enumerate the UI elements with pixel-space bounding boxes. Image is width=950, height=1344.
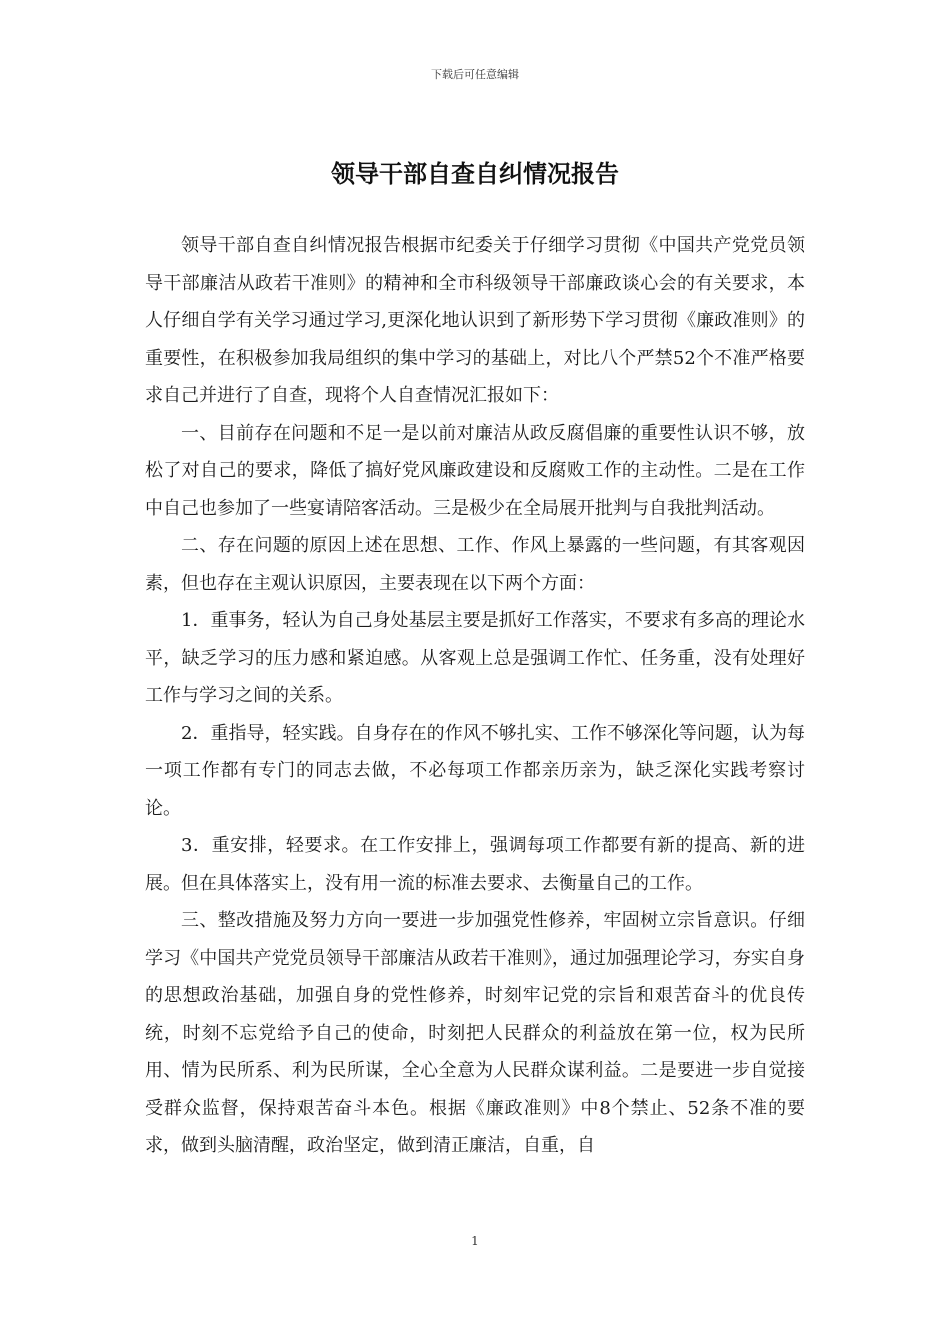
header-note: 下载后可任意编辑	[431, 68, 519, 81]
paragraph-causes: 二、存在问题的原因上述在思想、工作、作风上暴露的一些问题，有其客观因素，但也存在主观认识原因，主要表现在以下两个方面：	[145, 535, 805, 594]
paragraph-cause-3: 3．重安排，轻要求。在工作安排上，强调每项工作都要有新的提高、新的进展。但在具体落实上，没有用一流的标准去要求、去衡量自己的工作。	[145, 835, 805, 894]
paragraph-problems: 一、目前存在问题和不足一是以前对廉洁从政反腐倡廉的重要性认识不够，放松了对自己的要求，降低了搞好党风廉政建设和反腐败工作的主动性。二是在工作中自己也参加了一些宴请陪客活动。三是极少在全局展开批判与自我批判活动。	[145, 422, 805, 519]
page-number: 1	[471, 1234, 479, 1248]
paragraph-cause-1: 1．重事务，轻认为自己身处基层主要是抓好工作落实，不要求有多高的理论水平，缺乏学习的压力感和紧迫感。从客观上总是强调工作忙、任务重，没有处理好工作与学习之间的关系。	[145, 610, 805, 706]
paragraph-intro: 领导干部自查自纠情况报告根据市纪委关于仔细学习贯彻《中国共产党党员领导干部廉洁从政若干准则》的精神和全市科级领导干部廉政谈心会的有关要求，本人仔细自学有关学习通过学习,更深化地认识到了新形势下学习贯彻《廉政准则》的重要性，在积极参加我局组织的集中学习的基础上，对比八个严禁52个不准严格要求自己并进行了自查，现将个人自查情况汇报如下：	[145, 235, 805, 406]
document-title: 领导干部自查自纠情况报告	[331, 160, 619, 188]
paragraph-measures: 三、整改措施及努力方向一要进一步加强党性修养，牢固树立宗旨意识。仔细学习《中国共产党党员领导干部廉洁从政若干准则》，通过加强理论学习，夯实自身的思想政治基础，加强自身的党性修养，时刻牢记党的宗旨和艰苦奋斗的优良传统，时刻不忘党给予自己的使命，时刻把人民群众的利益放在第一位，权为民所用、情为民所系、利为民所谋，全心全意为人民群众谋利益。二是要进一步自觉接受群众监督，保持艰苦奋斗本色。根据《廉政准则》中8个禁止、52条不准的要求，做到头脑清醒，政治坚定，做到清正廉洁，自重，自	[145, 910, 805, 1156]
document-body	[145, 227, 805, 1165]
paragraph-cause-2: 2．重指导，轻实践。自身存在的作风不够扎实、工作不够深化等问题，认为每一项工作都有专门的同志去做，不必每项工作都亲历亲为，缺乏深化实践考察讨论。	[145, 722, 805, 819]
